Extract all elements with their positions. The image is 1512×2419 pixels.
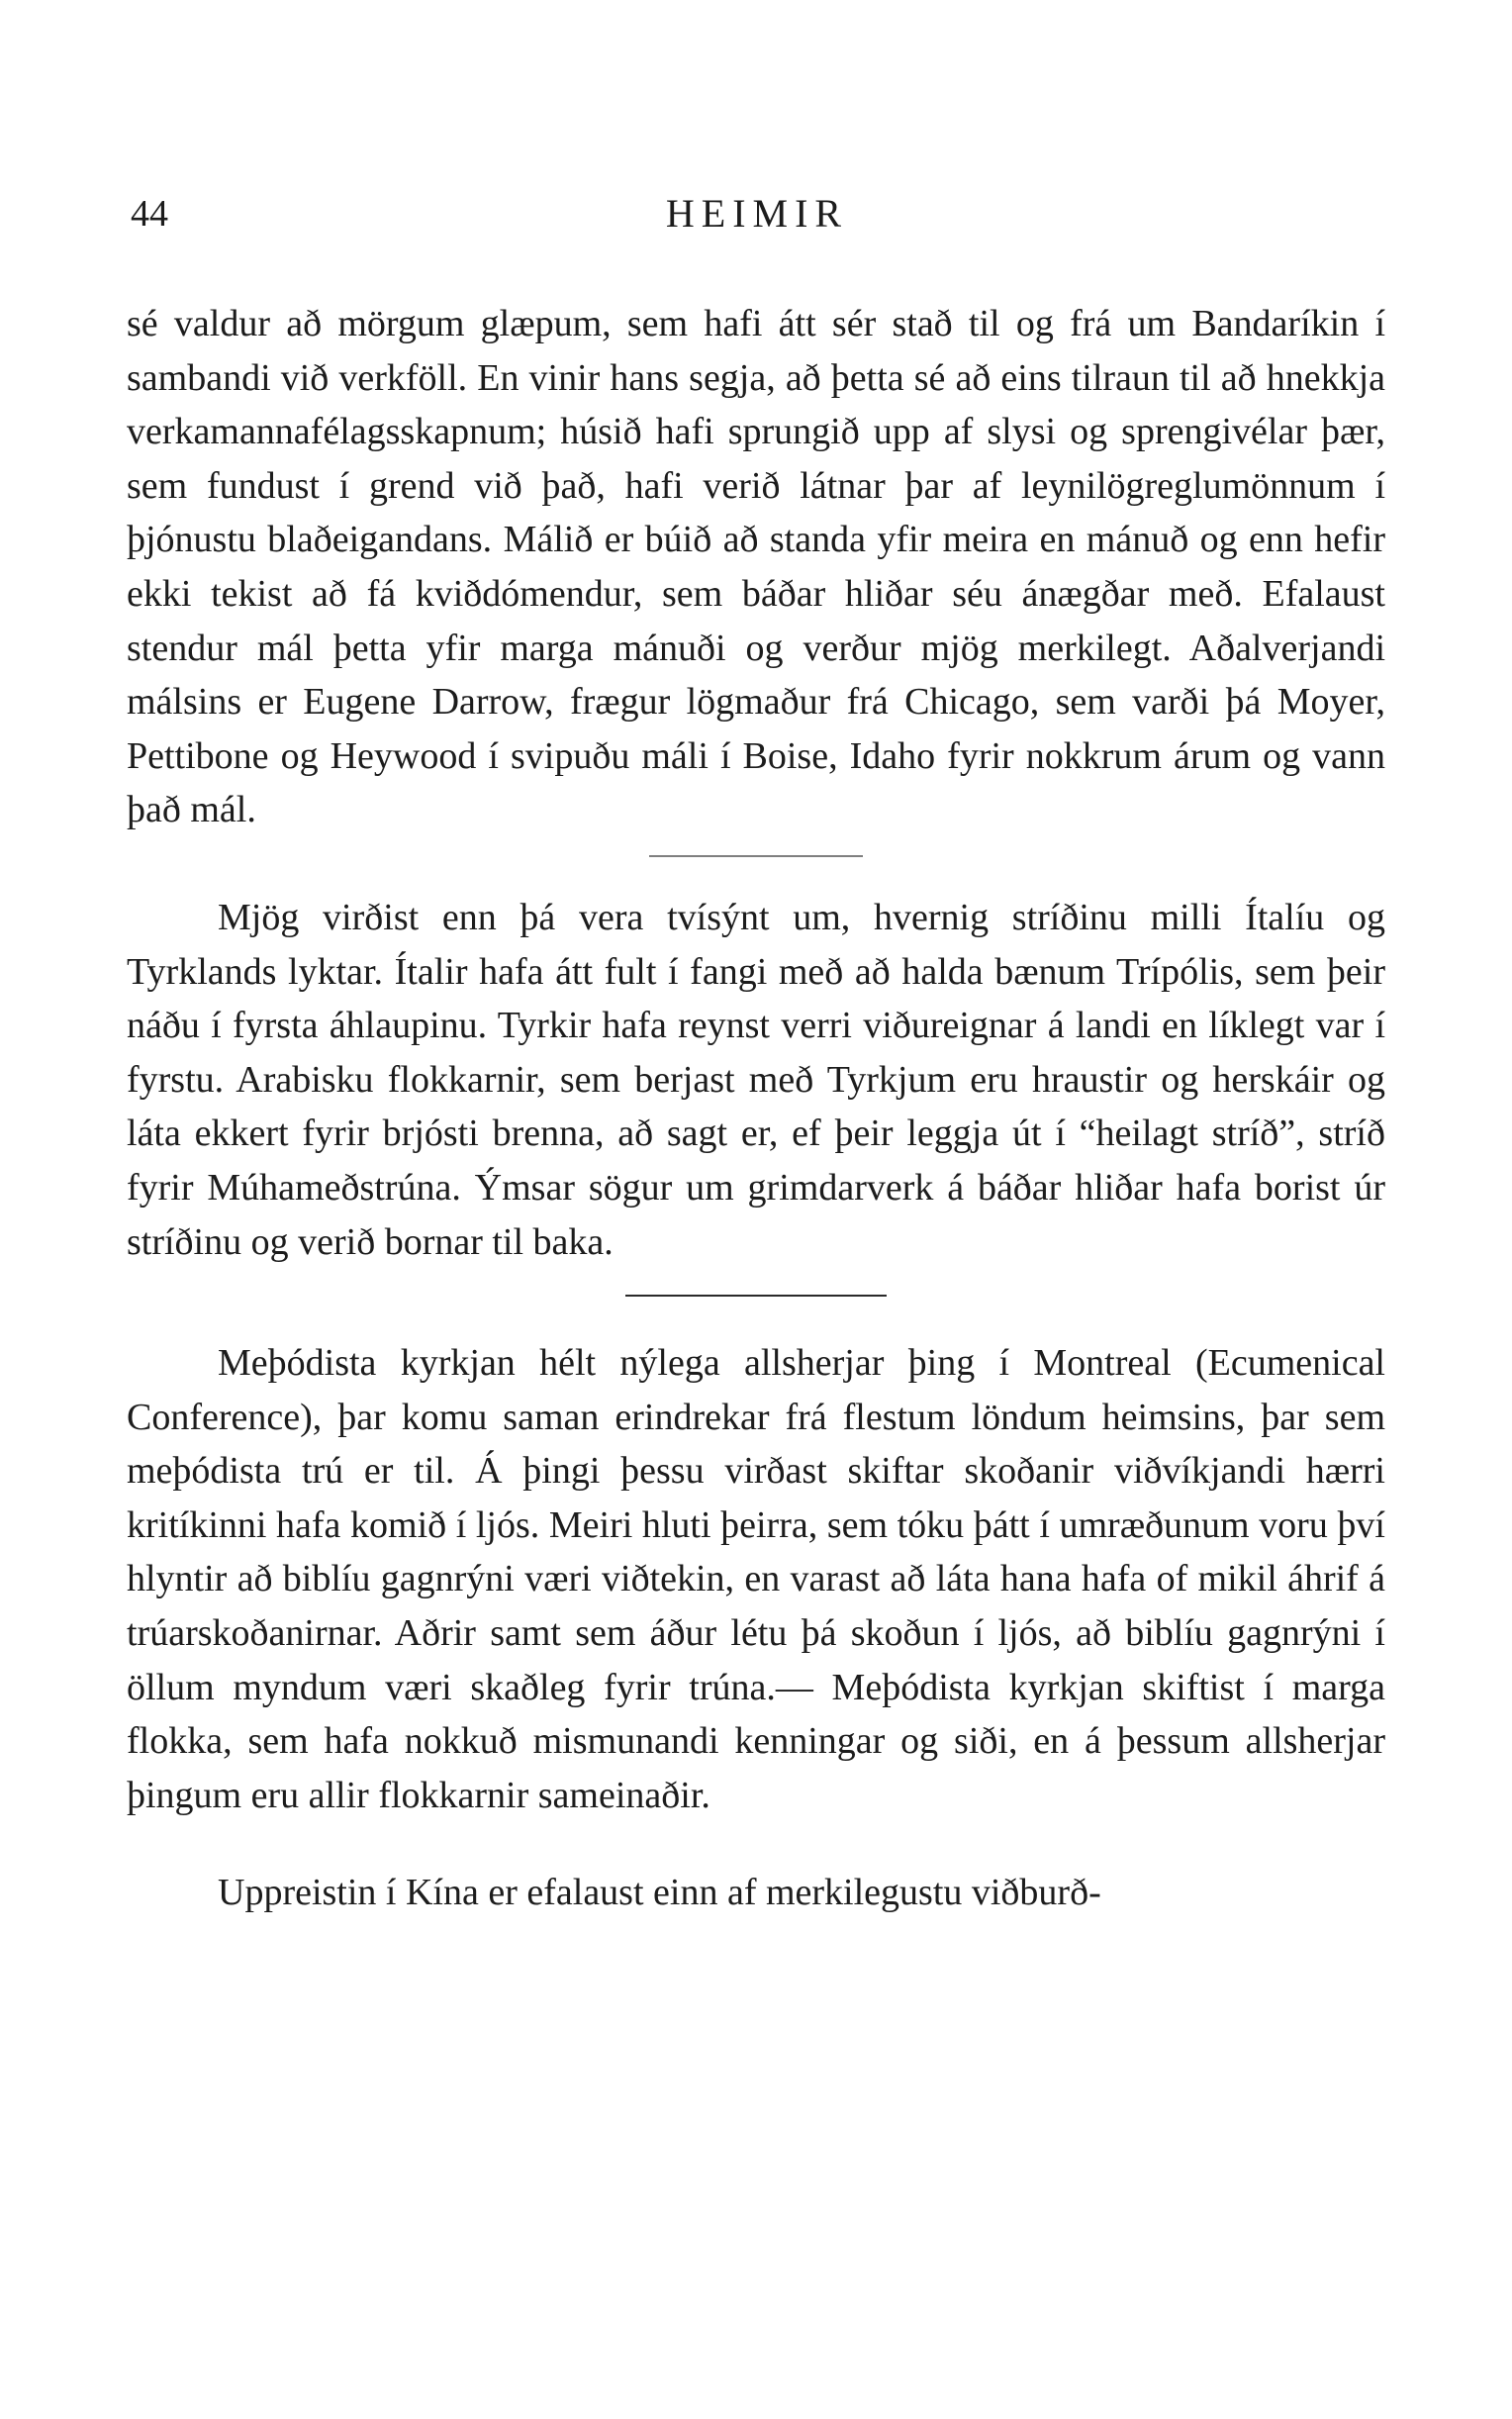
- paragraph-china-uprising: Uppreistin í Kína er efalaust einn af merkilegustu viðburð-: [218, 1872, 1101, 1914]
- paragraph-italy-turkey-war: Mjög virðist enn þá vera tvísýnt um, hvernig stríðinu milli Ítalíu og Tyrklands lyktar. Ítalir hafa átt fult í fangi með að halda bænum Trípólis, sem þeir náðu í fyrsta áhlaupinu. Tyrkir hafa reynst verri viðureignar á landi en líklegt var í fyrstu. Arabisku flokkarnir, sem berjast með Tyrkjum eru hraustir og herskáir og láta ekkert fyrir brjósti brenna, að sagt er, ef þeir leggja út í “heilagt stríð”, stríð fyrir Múhameðstrúna. Ýmsar sögur um grimdarverk á báðar hliðar hafa borist úr stríðinu og verið bornar til baka.: [127, 896, 1385, 1263]
- section-divider: [649, 855, 863, 857]
- paragraph-methodist-conference: Meþódista kyrkjan hélt nýlega allsherjar þing í Montreal (Ecumenical Conference), þar komu saman erindrekar frá flestum löndum heimsins, þar sem meþódista trú er til. Á þingi þessu virðast skiftar skoðanir viðvíkjandi hærri kritíkinni hafa komið í ljós. Meiri hluti þeirra, sem tóku þátt í umræðunum voru því hlyntir að biblíu gagnrýni væri viðtekin, en varast að láta hana hafa of mikil áhrif á trúarskoðanirnar. Aðrir samt sem áður létu þá skoðun í ljós, að biblíu gagnrýni í öllum myndum væri skaðleg fyrir trúna.— Meþódista kyrkjan skiftist í marga flokka, sem hafa nokkuð mismunandi kenningar og siði, en á þessum allsherjar þingum eru allir flokkarnir sameinaðir.: [127, 1342, 1385, 1816]
- section-divider: [625, 1295, 887, 1297]
- page-header: [131, 184, 1383, 243]
- page-number: 44: [131, 193, 168, 235]
- paragraph-strike-trial: sé valdur að mörgum glæpum, sem hafi átt sér stað til og frá um Bandaríkin í sambandi við verkföll. En vinir hans segja, að þetta sé að eins tilraun til að hnekkja verkamannafélagsskapnum; húsið hafi sprungið upp af slysi og sprengivélar þær, sem fundust í grend við það, hafi verið látnar þar af leynilögreglumönnum í þjónustu blaðeigandans. Málið er búið að standa yfir meira en mánuð og enn hefir ekki tekist að fá kviðdómendur, sem báðar hliðar séu ánægðar með. Efalaust stendur mál þetta yfir marga mánuði og verður mjög merkilegt. Aðalverjandi málsins er Eugene Darrow, frægur lögmaður frá Chicago, sem varði þá Moyer, Pettibone og Heywood í svipuðu máli í Boise, Idaho fyrir nokkrum árum og vann það mál.: [127, 303, 1385, 831]
- body-text: [127, 297, 1385, 1920]
- running-title: HEIMIR: [665, 191, 849, 236]
- paragraph-gap: [127, 1822, 1385, 1866]
